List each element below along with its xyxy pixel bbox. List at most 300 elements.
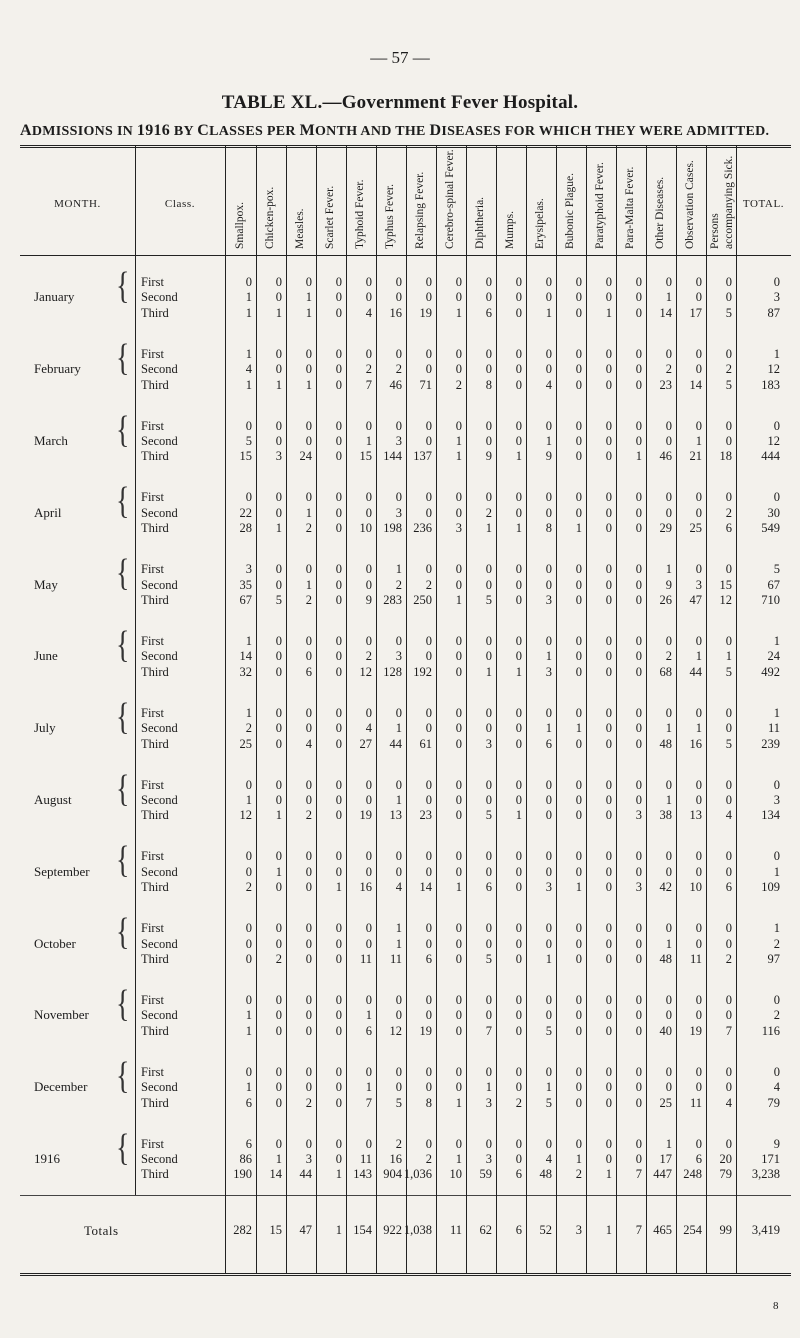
table-cell: 0	[425, 705, 432, 720]
brace-icon: {	[116, 696, 130, 739]
table-cell: 0	[485, 777, 492, 792]
table-cell: 0	[605, 1008, 612, 1023]
table-cell: 0	[485, 275, 492, 289]
table-cell: 1	[305, 577, 312, 592]
table-cell: 3	[455, 521, 462, 536]
table-cell: 0	[725, 1008, 732, 1023]
table-cell: 0	[365, 1136, 372, 1151]
table-cell: 0	[635, 921, 642, 936]
table-cell: 0	[425, 1064, 432, 1079]
table-cell: 11	[689, 1095, 702, 1110]
table-cell: 1	[545, 649, 552, 664]
table-cell: 26	[659, 593, 672, 607]
table-cell: 0	[545, 849, 552, 864]
table-cell: 48	[659, 736, 672, 751]
table-cell: 0	[305, 634, 312, 648]
table-cell: 10	[359, 521, 372, 536]
table-cell: 0	[515, 952, 522, 966]
row-total: 134	[761, 808, 780, 823]
table-cell: 19	[359, 808, 372, 823]
table-cell: 0	[635, 377, 642, 392]
class-label: Second	[141, 1152, 178, 1166]
totals-cell: 47	[299, 1223, 312, 1237]
class-label: First	[141, 562, 164, 577]
table-cell: 0	[365, 993, 372, 1007]
table-cell: 1	[725, 649, 732, 664]
month-label: June	[34, 648, 58, 664]
table-cell: 0	[635, 1095, 642, 1110]
table-cell: 0	[455, 936, 462, 951]
table-cell: 0	[485, 721, 492, 736]
table-cell: 0	[635, 562, 642, 577]
table-cell: 0	[725, 921, 732, 936]
table-cell: 0	[635, 1136, 642, 1151]
table-cell: 0	[575, 418, 582, 433]
class-label: First	[141, 849, 164, 864]
table-cell: 29	[659, 521, 672, 536]
table-cell: 0	[545, 936, 552, 951]
brace-icon: {	[116, 265, 130, 308]
table-cell: 0	[575, 1136, 582, 1151]
table-cell: 1	[515, 449, 522, 464]
table-cell: 0	[695, 993, 702, 1007]
table-cell: 12	[359, 664, 372, 679]
table-cell: 1	[665, 721, 672, 736]
table-cell: 0	[635, 1064, 642, 1079]
row-total: 1	[773, 705, 780, 720]
table-cell: 0	[545, 1064, 552, 1079]
table-cell: 16	[389, 1152, 402, 1166]
row-total: 0	[773, 1064, 780, 1079]
table-cell: 0	[485, 864, 492, 879]
table-cell: 0	[365, 921, 372, 936]
class-label: First	[141, 777, 164, 792]
table-cell: 0	[665, 275, 672, 289]
table-cell: 0	[515, 290, 522, 305]
table-cell: 0	[635, 305, 642, 320]
table-cell: 0	[665, 777, 672, 792]
table-title: TABLE XL.—Government Fever Hospital.	[221, 92, 579, 113]
table-cell: 0	[305, 418, 312, 433]
month-label: July	[34, 720, 56, 736]
row-total: 4	[773, 1080, 780, 1095]
table-cell: 0	[545, 275, 552, 289]
table-cell: 0	[515, 362, 522, 377]
table-cell: 0	[395, 864, 402, 879]
table-cell: 0	[275, 736, 282, 751]
table-cell: 0	[275, 849, 282, 864]
class-label: Third	[141, 880, 169, 895]
table-cell: 0	[275, 562, 282, 577]
table-cell: 0	[275, 793, 282, 807]
table-cell: 0	[545, 808, 552, 823]
table-cell: 0	[695, 849, 702, 864]
table-cell: 0	[455, 864, 462, 879]
table-cell: 0	[305, 1023, 312, 1038]
table-cell: 3	[395, 434, 402, 448]
table-cell: 0	[515, 705, 522, 720]
table-cell: 6	[515, 1167, 522, 1182]
table-cell: 0	[575, 1095, 582, 1110]
table-cell: 0	[455, 362, 462, 377]
table-cell: 0	[635, 418, 642, 433]
table-cell: 0	[695, 1064, 702, 1079]
table-cell: 0	[515, 736, 522, 751]
table-cell: 0	[575, 736, 582, 751]
table-cell: 0	[455, 577, 462, 592]
table-cell: 0	[575, 849, 582, 864]
table-cell: 0	[425, 634, 432, 648]
table-cell: 0	[335, 705, 342, 720]
table-cell: 0	[365, 849, 372, 864]
table-cell: 0	[635, 290, 642, 305]
table-cell: 0	[425, 275, 432, 289]
table-cell: 0	[725, 1064, 732, 1079]
table-cell: 0	[425, 434, 432, 448]
table-cell: 0	[575, 290, 582, 305]
table-cell: 0	[635, 721, 642, 736]
table-cell: 1	[395, 562, 402, 577]
table-cell: 2	[245, 721, 252, 736]
table-cell: 0	[485, 290, 492, 305]
class-label: Third	[141, 1023, 169, 1038]
table-cell: 25	[689, 521, 702, 536]
table-cell: 0	[515, 1008, 522, 1023]
table-cell: 0	[425, 721, 432, 736]
table-cell: 0	[425, 1008, 432, 1023]
totals-cell: 6	[515, 1223, 522, 1237]
table-cell: 0	[605, 377, 612, 392]
table-cell: 2	[395, 577, 402, 592]
table-cell: 0	[455, 1023, 462, 1038]
table-cell: 192	[413, 664, 432, 679]
table-cell: 1	[665, 793, 672, 807]
table-cell: 1,036	[403, 1167, 432, 1182]
table-cell: 0	[365, 275, 372, 289]
table-cell: 0	[695, 777, 702, 792]
table-cell: 0	[695, 362, 702, 377]
table-cell: 25	[659, 1095, 672, 1110]
table-cell: 250	[413, 593, 432, 607]
table-cell: 1	[695, 434, 702, 448]
table-cell: 16	[359, 880, 372, 895]
class-label: Second	[141, 577, 178, 592]
table-cell: 0	[575, 562, 582, 577]
table-cell: 2	[425, 1152, 432, 1166]
table-cell: 13	[689, 808, 702, 823]
table-cell: 61	[419, 736, 432, 751]
row-total: 171	[761, 1152, 780, 1166]
table-cell: 0	[245, 1064, 252, 1079]
table-cell: 0	[515, 505, 522, 520]
table-cell: 3	[545, 664, 552, 679]
table-cell: 0	[515, 880, 522, 895]
table-cell: 0	[335, 649, 342, 664]
table-cell: 1	[665, 290, 672, 305]
table-cell: 3	[635, 880, 642, 895]
table-cell: 1	[605, 305, 612, 320]
table-cell: 0	[425, 362, 432, 377]
disease-header: Para-Malta Fever.	[624, 166, 636, 249]
table-cell: 6	[725, 521, 732, 536]
table-cell: 0	[635, 275, 642, 289]
table-cell: 0	[605, 1152, 612, 1166]
table-cell: 4	[725, 808, 732, 823]
table-cell: 144	[383, 449, 402, 464]
table-cell: 40	[659, 1023, 672, 1038]
table-cell: 0	[335, 346, 342, 361]
brace-icon: {	[116, 337, 130, 380]
class-label: Second	[141, 793, 178, 807]
table-cell: 22	[239, 505, 252, 520]
table-cell: 0	[395, 705, 402, 720]
table-cell: 0	[305, 777, 312, 792]
class-label: First	[141, 634, 164, 648]
table-cell: 0	[275, 649, 282, 664]
disease-header: Measles.	[294, 208, 306, 249]
disease-header: Scarlet Fever.	[324, 185, 336, 249]
table-cell: 2	[665, 362, 672, 377]
table-cell: 0	[455, 275, 462, 289]
table-cell: 0	[275, 1136, 282, 1151]
table-cell: 0	[335, 1064, 342, 1079]
table-cell: 0	[455, 1136, 462, 1151]
table-cell: 10	[689, 880, 702, 895]
table-cell: 0	[365, 793, 372, 807]
table-cell: 0	[455, 921, 462, 936]
class-label: Third	[141, 808, 169, 823]
table-cell: 48	[539, 1167, 552, 1182]
table-cell: 0	[665, 418, 672, 433]
totals-cell: 1	[335, 1223, 342, 1237]
table-cell: 1	[305, 305, 312, 320]
totals-divider	[736, 1195, 737, 1273]
table-cell: 0	[335, 418, 342, 433]
table-cell: 0	[635, 1080, 642, 1095]
class-label: First	[141, 275, 164, 289]
table-cell: 3	[245, 562, 252, 577]
table-cell: 0	[725, 634, 732, 648]
table-cell: 0	[665, 634, 672, 648]
column-divider	[135, 145, 136, 1195]
table-cell: 7	[365, 1095, 372, 1110]
table-cell: 0	[305, 1080, 312, 1095]
table-cell: 0	[455, 952, 462, 966]
table-cell: 0	[515, 921, 522, 936]
class-label: Second	[141, 721, 178, 736]
row-total: 67	[767, 577, 780, 592]
table-cell: 0	[305, 434, 312, 448]
table-cell: 0	[275, 418, 282, 433]
table-cell: 0	[575, 664, 582, 679]
table-cell: 0	[605, 777, 612, 792]
table-cell: 1	[575, 1152, 582, 1166]
row-total: 5	[773, 562, 780, 577]
table-cell: 198	[383, 521, 402, 536]
table-cell: 0	[395, 275, 402, 289]
table-cell: 0	[365, 562, 372, 577]
table-cell: 0	[575, 936, 582, 951]
class-label: Third	[141, 1095, 169, 1110]
table-cell: 0	[605, 936, 612, 951]
table-cell: 0	[605, 290, 612, 305]
table-cell: 5	[725, 736, 732, 751]
table-cell: 1	[695, 721, 702, 736]
table-cell: 79	[719, 1167, 732, 1182]
table-cell: 0	[245, 993, 252, 1007]
month-label: February	[34, 361, 81, 377]
table-cell: 18	[719, 449, 732, 464]
table-cell: 0	[695, 1136, 702, 1151]
totals-cell: 154	[353, 1223, 372, 1237]
row-total: 12	[767, 362, 780, 377]
class-label: First	[141, 346, 164, 361]
table-cell: 0	[575, 434, 582, 448]
table-cell: 0	[515, 649, 522, 664]
table-cell: 0	[605, 664, 612, 679]
table-cell: 0	[575, 377, 582, 392]
table-cell: 14	[419, 880, 432, 895]
table-cell: 0	[365, 290, 372, 305]
table-cell: 0	[275, 880, 282, 895]
table-cell: 0	[245, 490, 252, 505]
month-label: May	[34, 576, 58, 592]
table-cell: 1	[245, 1023, 252, 1038]
table-cell: 0	[695, 936, 702, 951]
table-cell: 0	[545, 577, 552, 592]
table-cell: 0	[455, 705, 462, 720]
brace-icon: {	[116, 983, 130, 1026]
table-cell: 0	[245, 849, 252, 864]
table-cell: 0	[305, 705, 312, 720]
table-cell: 1	[545, 1080, 552, 1095]
table-cell: 0	[725, 777, 732, 792]
table-cell: 0	[365, 1064, 372, 1079]
table-cell: 16	[689, 736, 702, 751]
table-cell: 0	[425, 777, 432, 792]
table-cell: 0	[545, 793, 552, 807]
table-cell: 0	[575, 1008, 582, 1023]
table-cell: 0	[635, 1008, 642, 1023]
table-cell: 0	[455, 721, 462, 736]
table-cell: 0	[425, 649, 432, 664]
table-cell: 0	[575, 808, 582, 823]
table-cell: 0	[545, 864, 552, 879]
table-cell: 38	[659, 808, 672, 823]
table-cell: 0	[365, 634, 372, 648]
table-cell: 0	[275, 290, 282, 305]
table-cell: 0	[605, 793, 612, 807]
table-cell: 8	[425, 1095, 432, 1110]
table-cell: 1	[455, 434, 462, 448]
table-cell: 0	[695, 418, 702, 433]
table-cell: 0	[605, 849, 612, 864]
table-cell: 1	[365, 1080, 372, 1095]
table-cell: 17	[689, 305, 702, 320]
row-total: 0	[773, 849, 780, 864]
table-cell: 0	[635, 1152, 642, 1166]
table-cell: 0	[335, 1136, 342, 1151]
table-cell: 1	[245, 346, 252, 361]
table-cell: 0	[335, 305, 342, 320]
table-cell: 0	[635, 521, 642, 536]
table-cell: 0	[455, 736, 462, 751]
totals-cell: 922	[383, 1223, 402, 1237]
table-cell: 14	[659, 305, 672, 320]
table-cell: 0	[395, 1080, 402, 1095]
table-cell: 0	[245, 777, 252, 792]
table-cell: 1	[245, 793, 252, 807]
table-cell: 2	[425, 577, 432, 592]
table-cell: 0	[605, 705, 612, 720]
table-cell: 0	[275, 1095, 282, 1110]
table-cell: 1	[335, 880, 342, 895]
disease-header: Observation Cases.	[684, 160, 696, 249]
table-cell: 0	[575, 275, 582, 289]
table-cell: 0	[365, 346, 372, 361]
brace-icon: {	[116, 552, 130, 595]
table-cell: 0	[425, 936, 432, 951]
table-cell: 1	[305, 290, 312, 305]
table-cell: 0	[605, 346, 612, 361]
table-cell: 447	[653, 1167, 672, 1182]
table-cell: 0	[305, 993, 312, 1007]
table-cell: 7	[725, 1023, 732, 1038]
table-cell: 0	[545, 634, 552, 648]
table-cell: 0	[545, 777, 552, 792]
totals-cell: 7	[635, 1223, 642, 1237]
row-total: 239	[761, 736, 780, 751]
table-cell: 0	[545, 921, 552, 936]
table-cell: 9	[485, 449, 492, 464]
table-cell: 2	[395, 1136, 402, 1151]
table-cell: 0	[305, 1008, 312, 1023]
table-cell: 0	[485, 936, 492, 951]
admissions-table	[20, 145, 791, 1273]
table-cell: 0	[275, 505, 282, 520]
row-total: 109	[761, 880, 780, 895]
table-cell: 0	[695, 1008, 702, 1023]
table-cell: 0	[605, 1023, 612, 1038]
table-cell: 0	[695, 921, 702, 936]
class-label: Third	[141, 1167, 169, 1182]
table-cell: 0	[275, 1008, 282, 1023]
month-label: March	[34, 433, 68, 448]
table-cell: 0	[515, 1136, 522, 1151]
table-cell: 3	[485, 1152, 492, 1166]
table-cell: 0	[605, 505, 612, 520]
table-cell: 7	[635, 1167, 642, 1182]
table-cell: 0	[275, 664, 282, 679]
table-cell: 6	[545, 736, 552, 751]
disease-header: Persons accompanying Sick.	[709, 155, 735, 249]
table-cell: 1	[455, 305, 462, 320]
row-total: 0	[773, 993, 780, 1007]
table-cell: 0	[485, 705, 492, 720]
table-cell: 3	[395, 505, 402, 520]
table-cell: 0	[425, 921, 432, 936]
row-total: 1	[773, 864, 780, 879]
row-total: 12	[767, 434, 780, 448]
table-cell: 0	[335, 952, 342, 966]
disease-header: Relapsing Fever.	[414, 171, 426, 249]
table-cell: 0	[305, 880, 312, 895]
month-label: April	[34, 504, 62, 520]
table-cell: 2	[725, 362, 732, 377]
table-cell: 0	[605, 1064, 612, 1079]
table-cell: 0	[575, 1080, 582, 1095]
table-cell: 0	[455, 505, 462, 520]
